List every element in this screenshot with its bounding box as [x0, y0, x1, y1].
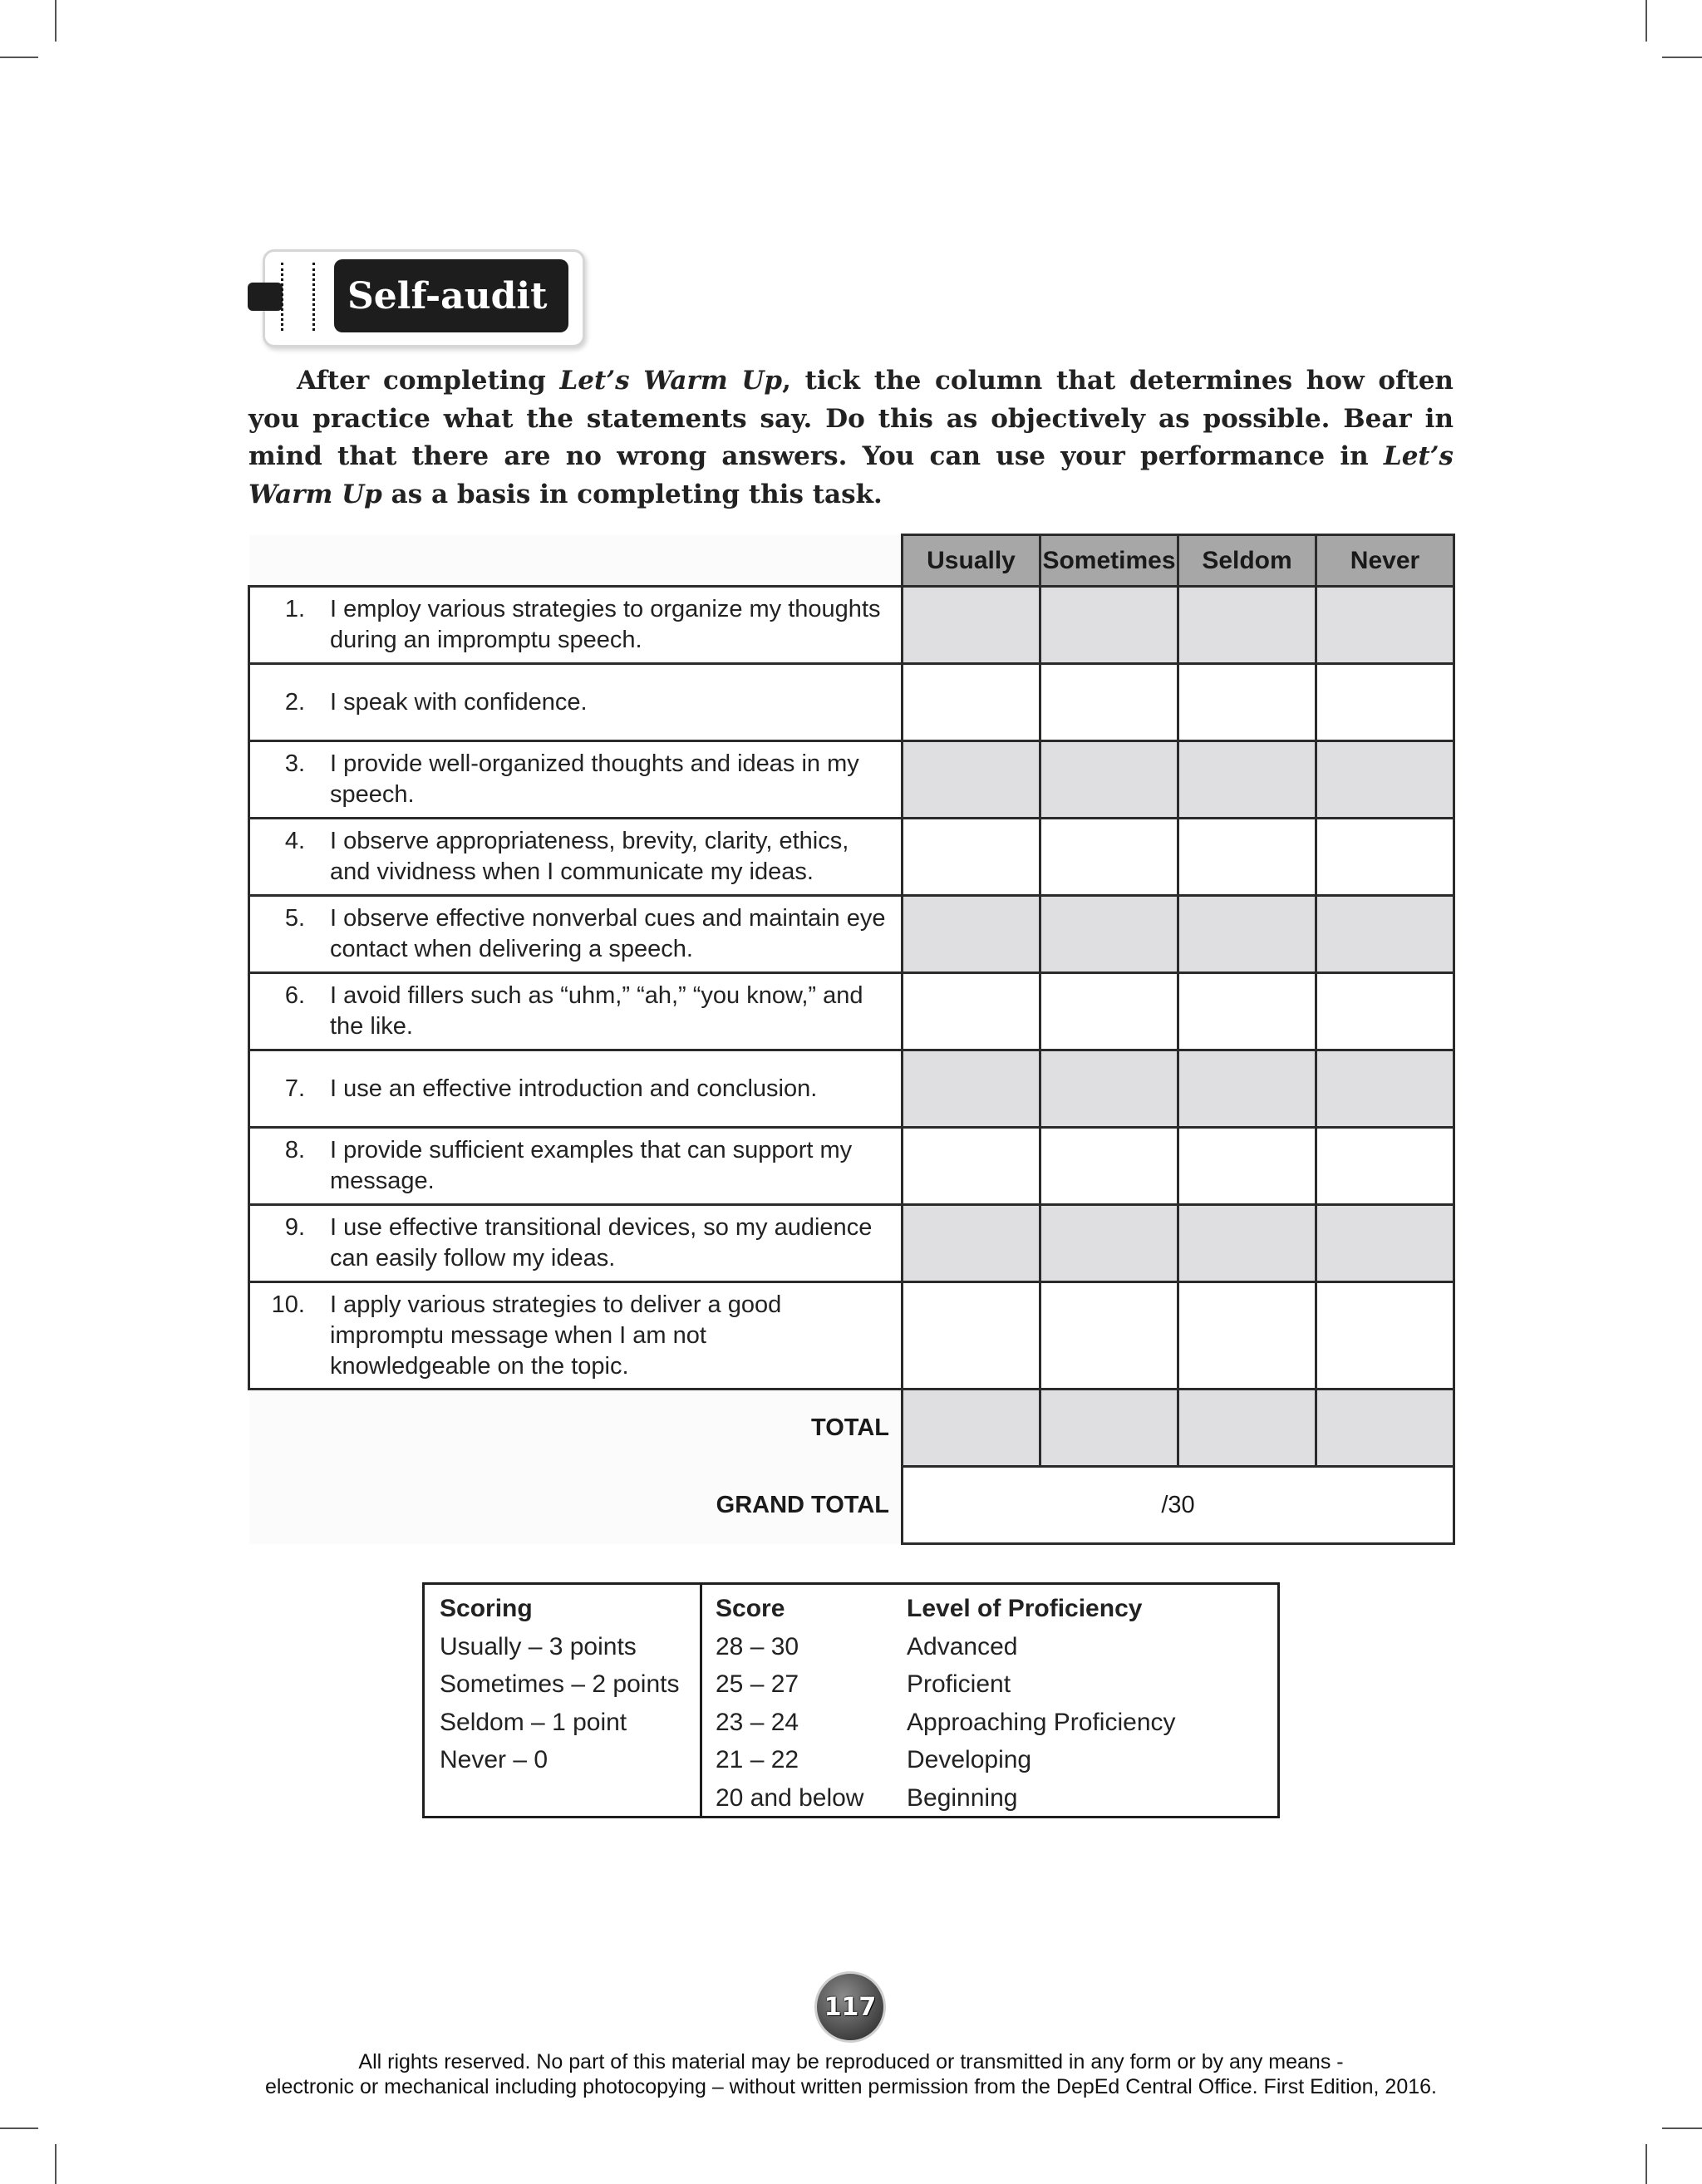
statement-cell — [249, 973, 903, 1050]
level-column — [907, 1585, 1277, 1816]
tick-cell-sometimes[interactable] — [1040, 741, 1178, 819]
tick-cell-seldom[interactable] — [1178, 1128, 1316, 1205]
table-row — [249, 741, 1454, 819]
total-cell-usually[interactable] — [903, 1390, 1040, 1467]
tab-decoration — [248, 283, 283, 311]
statement-number: 1. — [284, 596, 305, 622]
column-header-sometimes: Sometimes — [1040, 535, 1178, 587]
grand-total-row — [249, 1467, 1454, 1544]
statement-cell — [249, 819, 903, 896]
statement-text: I use an effective introduction and conclusion. — [330, 1075, 818, 1102]
table-row — [249, 1128, 1454, 1205]
crop-mark — [55, 0, 57, 42]
tick-cell-usually[interactable] — [903, 1050, 1040, 1128]
scoring-item: Never – 0 — [440, 1746, 548, 1773]
tick-cell-never[interactable] — [1316, 973, 1454, 1050]
total-cell-seldom[interactable] — [1178, 1390, 1316, 1467]
table-row — [249, 1205, 1454, 1282]
tick-cell-usually[interactable] — [903, 1128, 1040, 1205]
level-item: Proficient — [907, 1670, 1011, 1698]
tick-cell-sometimes[interactable] — [1040, 1128, 1178, 1205]
scoring-item: Sometimes – 2 points — [440, 1670, 680, 1698]
copyright-footer — [199, 2049, 1503, 2099]
statement-text: I observe effective nonverbal cues and maintain eye contact when delivering a speech. — [330, 905, 886, 962]
statement-number: 6. — [284, 982, 305, 1009]
total-row — [249, 1390, 1454, 1467]
table-row — [249, 664, 1454, 741]
column-header-never: Never — [1316, 535, 1454, 587]
statement-text: I provide well-organized thoughts and ideas in my speech. — [330, 750, 859, 808]
total-label: TOTAL — [249, 1390, 903, 1467]
statement-text: I use effective transitional devices, so my audience can easily follow my ideas. — [330, 1214, 873, 1272]
statement-text: I observe appropriateness, brevity, clarity, ethics, and vividness when I communicate my ideas. — [330, 828, 849, 885]
tick-cell-seldom[interactable] — [1178, 1282, 1316, 1390]
statement-cell — [249, 1128, 903, 1205]
tick-cell-sometimes[interactable] — [1040, 1050, 1178, 1128]
column-header-usually: Usually — [903, 535, 1040, 587]
level-item: Advanced — [907, 1632, 1018, 1660]
level-item: Developing — [907, 1746, 1032, 1773]
level-header: Level of Proficiency — [907, 1595, 1143, 1622]
tick-cell-never[interactable] — [1316, 1205, 1454, 1282]
crop-mark — [55, 2144, 57, 2184]
statement-number: 5. — [284, 905, 305, 932]
scoring-item: Usually – 3 points — [440, 1632, 637, 1660]
table-corner — [249, 535, 903, 587]
crop-mark — [0, 57, 38, 58]
score-column — [702, 1585, 907, 1816]
footer-line: All rights reserved. No part of this material may be reproduced or transmitted in any form or by any means - — [358, 2050, 1344, 2073]
tick-cell-seldom[interactable] — [1178, 896, 1316, 973]
tick-cell-usually[interactable] — [903, 741, 1040, 819]
score-range: 28 – 30 — [716, 1632, 799, 1660]
page-number: 117 — [814, 1971, 886, 2043]
tick-cell-sometimes[interactable] — [1040, 1282, 1178, 1390]
instructions-paragraph: After completing Let’s Warm Up, tick the column that determines how often you practice what the statements say. Do this as objectively as possible. Bear in mind that there are no wrong answers. You can use your performance in Let’s Warm Up as a basis in completing this task. — [248, 366, 1454, 509]
table-row — [249, 896, 1454, 973]
statement-text: I apply various strategies to deliver a good impromptu message when I am not knowledgeable on the topic. — [330, 1291, 782, 1380]
statement-number: 10. — [271, 1291, 305, 1318]
statement-text: I employ various strategies to organize my thoughts during an impromptu speech. — [330, 596, 881, 653]
table-row — [249, 1050, 1454, 1128]
tick-cell-sometimes[interactable] — [1040, 973, 1178, 1050]
tick-cell-never[interactable] — [1316, 1128, 1454, 1205]
scoring-table — [422, 1582, 1280, 1818]
tick-cell-sometimes[interactable] — [1040, 1205, 1178, 1282]
statement-number: 4. — [284, 828, 305, 854]
statement-text: I avoid fillers such as “uhm,” “ah,” “you know,” and the like. — [330, 982, 863, 1040]
footer-line: electronic or mechanical including photocopying – without written permission from the DepEd Central Office. First Edition, 2016. — [265, 2075, 1437, 2098]
grand-total-value[interactable]: /30 — [903, 1467, 1454, 1544]
crop-mark — [1645, 0, 1647, 42]
tick-cell-never[interactable] — [1316, 819, 1454, 896]
crop-mark — [1662, 2127, 1702, 2129]
statement-number: 2. — [284, 688, 305, 716]
statement-number: 8. — [284, 1137, 305, 1163]
tick-cell-usually[interactable] — [903, 587, 1040, 664]
tick-cell-seldom[interactable] — [1178, 819, 1316, 896]
score-range: 25 – 27 — [716, 1670, 799, 1698]
tick-cell-sometimes[interactable] — [1040, 587, 1178, 664]
level-item: Approaching Proficiency — [907, 1708, 1176, 1736]
statement-number: 3. — [284, 750, 305, 777]
statement-cell — [249, 1282, 903, 1390]
tick-cell-seldom[interactable] — [1178, 664, 1316, 741]
tick-cell-usually[interactable] — [903, 819, 1040, 896]
table-row — [249, 819, 1454, 896]
total-cell-sometimes[interactable] — [1040, 1390, 1178, 1467]
tick-cell-sometimes[interactable] — [1040, 819, 1178, 896]
statement-cell — [249, 587, 903, 664]
tick-cell-usually[interactable] — [903, 973, 1040, 1050]
table-row — [249, 973, 1454, 1050]
tick-cell-sometimes[interactable] — [1040, 664, 1178, 741]
self-audit-table — [248, 534, 1455, 1545]
tick-cell-seldom[interactable] — [1178, 587, 1316, 664]
statement-text: I provide sufficient examples that can support my message. — [330, 1137, 853, 1194]
tick-cell-never[interactable] — [1316, 664, 1454, 741]
statement-number: 7. — [284, 1075, 305, 1102]
score-range: 21 – 22 — [716, 1746, 799, 1773]
statement-number: 9. — [284, 1214, 305, 1241]
tick-cell-usually[interactable] — [903, 896, 1040, 973]
score-header: Score — [716, 1595, 785, 1622]
statement-cell — [249, 664, 903, 741]
statement-text: I speak with confidence. — [330, 688, 588, 716]
scoring-header: Scoring — [440, 1595, 533, 1622]
scoring-item: Seldom – 1 point — [440, 1708, 627, 1736]
table-row — [249, 587, 1454, 664]
section-title: Self-audit — [334, 259, 568, 332]
statement-cell — [249, 896, 903, 973]
tick-cell-seldom[interactable] — [1178, 973, 1316, 1050]
crop-mark — [0, 2127, 38, 2129]
table-row — [249, 1282, 1454, 1390]
tick-cell-never[interactable] — [1316, 896, 1454, 973]
tick-cell-never[interactable] — [1316, 741, 1454, 819]
tick-cell-usually[interactable] — [903, 664, 1040, 741]
crop-mark — [1662, 57, 1702, 58]
score-range: 20 and below — [716, 1783, 864, 1812]
tick-cell-never[interactable] — [1316, 1050, 1454, 1128]
tab-decoration — [312, 263, 315, 331]
tick-cell-sometimes[interactable] — [1040, 896, 1178, 973]
crop-mark — [1645, 2144, 1647, 2184]
tick-cell-never[interactable] — [1316, 1282, 1454, 1390]
tick-cell-never[interactable] — [1316, 587, 1454, 664]
total-cell-never[interactable] — [1316, 1390, 1454, 1467]
scoring-column — [425, 1585, 702, 1816]
tick-cell-seldom[interactable] — [1178, 1205, 1316, 1282]
grand-total-label: GRAND TOTAL — [249, 1467, 903, 1544]
level-item: Beginning — [907, 1783, 1018, 1812]
tab-decoration — [281, 263, 283, 331]
statement-cell — [249, 741, 903, 819]
tick-cell-seldom[interactable] — [1178, 1050, 1316, 1128]
tick-cell-usually[interactable] — [903, 1282, 1040, 1390]
statement-cell — [249, 1050, 903, 1128]
column-header-seldom: Seldom — [1178, 535, 1316, 587]
score-range: 23 – 24 — [716, 1708, 799, 1736]
tick-cell-seldom[interactable] — [1178, 741, 1316, 819]
statement-cell — [249, 1205, 903, 1282]
tick-cell-usually[interactable] — [903, 1205, 1040, 1282]
